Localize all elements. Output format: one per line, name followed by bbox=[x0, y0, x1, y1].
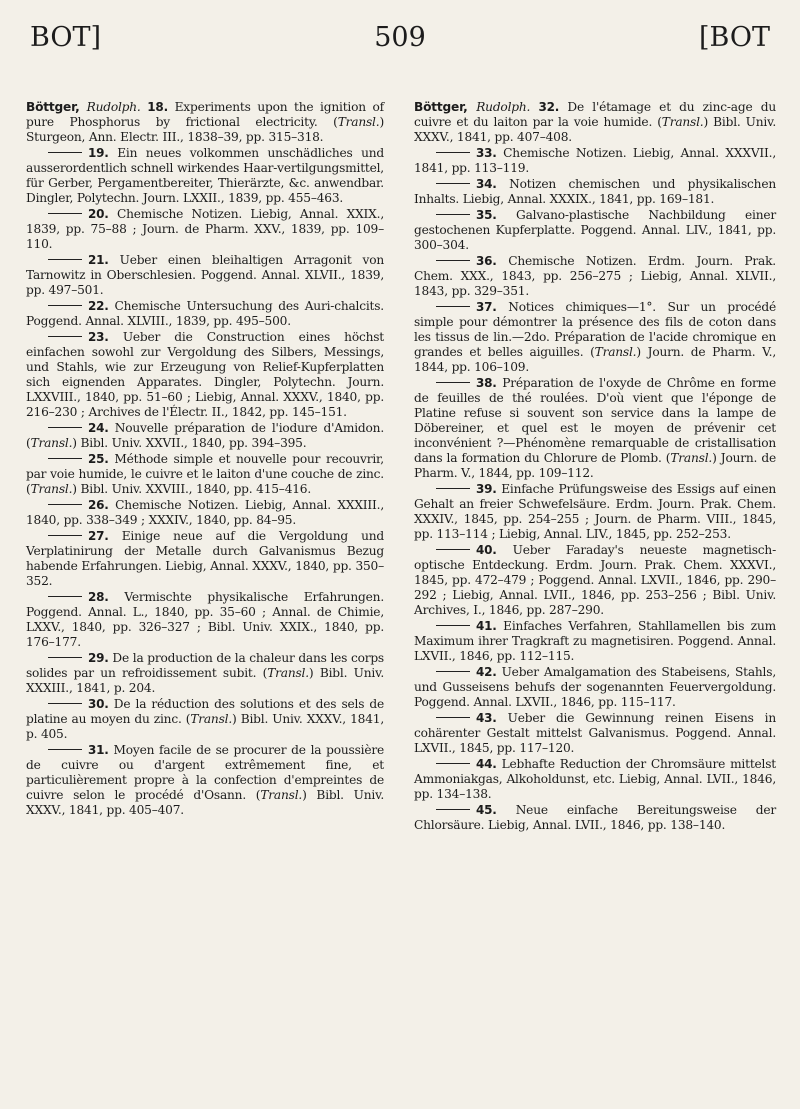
ditto-dash bbox=[48, 504, 82, 505]
bibliography-entry bbox=[26, 207, 384, 252]
entry-number: 38. bbox=[476, 376, 497, 390]
bibliography-entry bbox=[26, 452, 384, 497]
bibliography-entry bbox=[414, 100, 776, 145]
entry-number: 45. bbox=[476, 803, 497, 817]
translation-marker: Transl. bbox=[594, 345, 637, 359]
entry-text: Vermischte physikalische Erfahrungen. Poggend. Annal. L., 1840, pp. 35–60 ; Annal. de Chimie, LXXV., 1840, pp. 326–327 ; Bibl. Univ. XXIX., 1840, pp. 176–177. bbox=[26, 590, 384, 649]
ditto-dash bbox=[436, 717, 470, 718]
translation-marker: Transl. bbox=[190, 712, 233, 726]
bibliography-entry bbox=[414, 254, 776, 299]
page-header bbox=[30, 22, 770, 62]
entry-number: 32. bbox=[538, 100, 560, 114]
header-left: BOT] bbox=[30, 22, 102, 53]
right-column bbox=[414, 100, 776, 834]
bibliography-entry bbox=[414, 146, 776, 176]
entry-text: Nouvelle préparation de l'iodure d'Amidon. ( bbox=[26, 421, 384, 450]
bibliography-entry bbox=[414, 619, 776, 664]
entry-source: ) Bibl. Univ. XXXV., 1841, pp. 405–407. bbox=[26, 788, 384, 817]
ditto-dash bbox=[436, 306, 470, 307]
entry-number: 22. bbox=[88, 299, 109, 313]
entry-number: 42. bbox=[476, 665, 497, 679]
bibliography-entry bbox=[26, 590, 384, 650]
bibliography-entry bbox=[414, 376, 776, 481]
entry-number: 23. bbox=[88, 330, 109, 344]
entry-source: ) Bibl. Univ. XXVIII., 1840, pp. 415–416. bbox=[72, 482, 312, 496]
translation-marker: Transl. bbox=[30, 482, 73, 496]
entry-text: Galvano-plastische Nachbildung einer gestochenen Kupferplatte. Poggend. Annal. LIV., 1841, pp. 300–304. bbox=[414, 208, 776, 252]
translation-marker: Transl. bbox=[337, 115, 380, 129]
entry-number: 34. bbox=[476, 177, 497, 191]
ditto-dash bbox=[48, 458, 82, 459]
entry-text: Chemische Notizen. Liebig, Annal. XXIX., 1839, pp. 75–88 ; Journ. de Pharm. XXV., 1839, pp. 109–110. bbox=[26, 207, 384, 251]
entry-text: Lebhafte Reduction der Chromsäure mittelst Ammoniakgas, Alkoholdunst, etc. Liebig, Annal. LVII., 1846, pp. 134–138. bbox=[414, 757, 776, 801]
entry-author bbox=[26, 100, 141, 114]
entry-text: Ueber Amalgamation des Stabeisens, Stahls, und Gusseisens behufs der sogenannten Feuervergoldung. Poggend. Annal. LXVII., 1846, pp. 115–117. bbox=[414, 665, 776, 709]
ditto-dash bbox=[436, 625, 470, 626]
entry-number: 29. bbox=[88, 651, 109, 665]
entry-author bbox=[414, 100, 530, 114]
bibliography-entry bbox=[414, 757, 776, 802]
entry-text: Préparation de l'oxyde de Chrôme en forme de feuilles de thé roulées. D'où vient que l'éponge de Platine refuse si souvent son service dans la lampe de Döbereiner, et quel est le moyen de prévenir cet inconvénient ?—Phénomène remarquable de cristallisation dans la formation du Chlorure de Plomb. ( bbox=[414, 376, 776, 465]
entry-number: 39. bbox=[476, 482, 497, 496]
entry-number: 20. bbox=[88, 207, 109, 221]
bibliography-entry bbox=[26, 529, 384, 589]
ditto-dash bbox=[436, 382, 470, 383]
entry-number: 41. bbox=[476, 619, 497, 633]
bibliography-entry bbox=[26, 299, 384, 329]
entry-text: Méthode simple et nouvelle pour recouvrir, par voie humide, le cuivre et le laiton d'une couche de zinc. ( bbox=[26, 452, 384, 496]
ditto-dash bbox=[48, 336, 82, 337]
entry-text: Ueber einen bleihaltigen Arragonit von Tarnowitz in Oberschlesien. Poggend. Annal. XLVII., 1839, pp. 497–501. bbox=[26, 253, 384, 297]
ditto-dash bbox=[48, 657, 82, 658]
entry-number: 21. bbox=[88, 253, 109, 267]
entry-source: ) Bibl. Univ. XXVII., 1840, pp. 394–395. bbox=[72, 436, 307, 450]
entry-source: ) Bibl. Univ. XXXV., 1841, pp. 407–408. bbox=[414, 115, 776, 144]
bibliography-entry bbox=[414, 482, 776, 542]
bibliography-entry bbox=[26, 743, 384, 818]
entry-text: Chemische Notizen. Liebig, Annal. XXXVII., 1841, pp. 113–119. bbox=[414, 146, 776, 175]
entry-number: 35. bbox=[476, 208, 497, 222]
entry-number: 30. bbox=[88, 697, 109, 711]
entry-text: Chemische Untersuchung des Auri-chalcits. Poggend. Annal. XLVIII., 1839, pp. 495–500. bbox=[26, 299, 384, 328]
entry-number: 31. bbox=[88, 743, 109, 757]
ditto-dash bbox=[436, 152, 470, 153]
entry-text: De l'étamage et du zinc-age du cuivre et du laiton par la voie humide. ( bbox=[414, 100, 776, 129]
author-surname: Böttger, bbox=[414, 100, 468, 114]
entry-number: 25. bbox=[88, 452, 109, 466]
ditto-dash bbox=[48, 749, 82, 750]
entry-source: ) Bibl. Univ. XXXIII., 1841, p. 204. bbox=[26, 666, 384, 695]
ditto-dash bbox=[436, 809, 470, 810]
entry-source: ) Journ. de Pharm. V., 1844, pp. 106–109. bbox=[414, 345, 776, 374]
ditto-dash bbox=[436, 763, 470, 764]
page-number: 509 bbox=[374, 22, 426, 53]
entry-number: 28. bbox=[88, 590, 109, 604]
entry-number: 37. bbox=[476, 300, 497, 314]
ditto-dash bbox=[48, 259, 82, 260]
entry-number: 26. bbox=[88, 498, 109, 512]
bibliography-entry bbox=[26, 146, 384, 206]
ditto-dash bbox=[436, 488, 470, 489]
entry-text: Chemische Notizen. Erdm. Journ. Prak. Chem. XXX., 1843, pp. 256–275 ; Liebig, Annal. XLVII., 1843, pp. 329–351. bbox=[414, 254, 776, 298]
translation-marker: Transl. bbox=[267, 666, 309, 680]
bibliography-entry bbox=[414, 177, 776, 207]
ditto-dash bbox=[48, 152, 82, 153]
entry-source: ) Bibl. Univ. XXXV., 1841, p. 405. bbox=[26, 712, 384, 741]
entry-text: Notices chimiques—1°. Sur un procédé simple pour démontrer la présence des fils de coton dans les tissus de lin.—2do. Préparation de l'acide chromique en grandes et belles aiguilles. ( bbox=[414, 300, 776, 359]
entry-text: Neue einfache Bereitungsweise der Chlorsäure. Liebig, Annal. LVII., 1846, pp. 138–140. bbox=[414, 803, 776, 832]
bibliography-entry bbox=[414, 711, 776, 756]
author-given-name: Rudolph. bbox=[86, 100, 141, 114]
entry-text: Einfache Prüfungsweise des Essigs auf einen Gehalt an freier Schwefelsäure. Erdm. Journ. Prak. Chem. XXXIV., 1845, pp. 254–255 ; Journ. de Pharm. VIII., 1845, pp. 113–114 ; Liebig, Annal. LIV., 1845, pp. 252–253. bbox=[414, 482, 776, 541]
bibliography-entry bbox=[414, 803, 776, 833]
entry-number: 40. bbox=[476, 543, 497, 557]
ditto-dash bbox=[48, 703, 82, 704]
bibliography-entry bbox=[414, 208, 776, 253]
entry-number: 24. bbox=[88, 421, 109, 435]
page-body bbox=[26, 100, 780, 1101]
entry-number: 44. bbox=[476, 757, 497, 771]
entry-number: 43. bbox=[476, 711, 497, 725]
entry-text: Einige neue auf die Vergoldung und Verplatinirung der Metalle durch Galvanismus Bezug habende Erfahrungen. Liebig, Annal. XXXV., 1840, pp. 350–352. bbox=[26, 529, 384, 588]
entry-source: ) Sturgeon, Ann. Electr. III., 1838–39, pp. 315–318. bbox=[26, 115, 384, 144]
translation-marker: Transl. bbox=[30, 436, 73, 450]
bibliography-entry bbox=[414, 543, 776, 618]
entry-text: De la production de la chaleur dans les corps solides par un refroidissement subit. ( bbox=[26, 651, 384, 680]
author-given-name: Rudolph. bbox=[476, 100, 531, 114]
entry-text: De la réduction des solutions et des sels de platine au moyen du zinc. ( bbox=[26, 697, 384, 726]
entry-text: Einfaches Verfahren, Stahllamellen bis zum Maximum ihrer Tragkraft zu magnetisiren. Poggend. Annal. LXVII., 1846, pp. 112–115. bbox=[414, 619, 776, 663]
ditto-dash bbox=[48, 427, 82, 428]
entry-number: 36. bbox=[476, 254, 497, 268]
bibliography-entry bbox=[26, 651, 384, 696]
left-column bbox=[26, 100, 384, 819]
entry-source: ) Journ. de Pharm. V., 1844, pp. 109–112. bbox=[414, 451, 776, 480]
entry-number: 19. bbox=[88, 146, 109, 160]
ditto-dash bbox=[436, 260, 470, 261]
entry-number: 33. bbox=[476, 146, 497, 160]
ditto-dash bbox=[436, 183, 470, 184]
ditto-dash bbox=[436, 549, 470, 550]
bibliography-entry bbox=[26, 100, 384, 145]
ditto-dash bbox=[436, 671, 470, 672]
entry-text: Ueber Faraday's neueste magnetisch-optische Entdeckung. Erdm. Journ. Prak. Chem. XXXVI., 1845, pp. 472–479 ; Poggend. Annal. LXVII., 1846, pp. 290–292 ; Liebig, Annal. LVII., 1846, pp. 253–256 ; Bibl. Univ. Archives, I., 1846, pp. 287–290. bbox=[414, 543, 776, 617]
ditto-dash bbox=[48, 596, 82, 597]
ditto-dash bbox=[48, 213, 82, 214]
ditto-dash bbox=[48, 535, 82, 536]
entry-text: Ueber die Construction eines höchst einfachen sowohl zur Vergoldung des Silbers, Messings, und Stahls, wie zur Erzeugung von Relief-Kupferplatten sich eignenden Apparates. Dingler, Polytechn. Journ. LXXVIII., 1840, pp. 51–60 ; Liebig, Annal. XXXV., 1840, pp. 216–230 ; Archives de l'Électr. II., 1842, pp. 145–151. bbox=[26, 330, 384, 419]
translation-marker: Transl. bbox=[661, 115, 704, 129]
translation-marker: Transl. bbox=[670, 451, 713, 465]
entry-text: Chemische Notizen. Liebig, Annal. XXXIII., 1840, pp. 338–349 ; XXXIV., 1840, pp. 84–95. bbox=[26, 498, 384, 527]
header-right: [BOT bbox=[698, 22, 770, 53]
bibliography-entry bbox=[414, 300, 776, 375]
entry-text: Ein neues volkommen unschädliches und ausserordentlich schnell wirkendes Haar-vertilgungsmittel, für Gerber, Pergamentbereiter, Thierärzte, &c. anwendbar. Dingler, Polytechn. Journ. LXXII., 1839, pp. 455–463. bbox=[26, 146, 384, 205]
bibliography-entry bbox=[26, 498, 384, 528]
translation-marker: Transl. bbox=[260, 788, 303, 802]
entry-text: Experiments upon the ignition of pure Phosphorus by frictional electricity. ( bbox=[26, 100, 384, 129]
entry-text: Notizen chemischen und physikalischen Inhalts. Liebig, Annal. XXXIX., 1841, pp. 169–181. bbox=[414, 177, 776, 206]
bibliography-entry bbox=[26, 253, 384, 298]
bibliography-entry bbox=[414, 665, 776, 710]
bibliography-entry bbox=[26, 330, 384, 420]
author-surname: Böttger, bbox=[26, 100, 80, 114]
ditto-dash bbox=[436, 214, 470, 215]
bibliography-entry bbox=[26, 697, 384, 742]
bibliography-entry bbox=[26, 421, 384, 451]
entry-number: 27. bbox=[88, 529, 109, 543]
entry-text: Moyen facile de se procurer de la poussière de cuivre ou d'argent extrêmement fine, et particulièrement propre à la confection d'empreintes de cuivre selon le procédé d'Osann. ( bbox=[26, 743, 384, 802]
entry-text: Ueber die Gewinnung reinen Eisens in cohärenter Gestalt mittelst Galvanismus. Poggend. Annal. LXVII., 1845, pp. 117–120. bbox=[414, 711, 776, 755]
entry-number: 18. bbox=[147, 100, 168, 114]
ditto-dash bbox=[48, 305, 82, 306]
